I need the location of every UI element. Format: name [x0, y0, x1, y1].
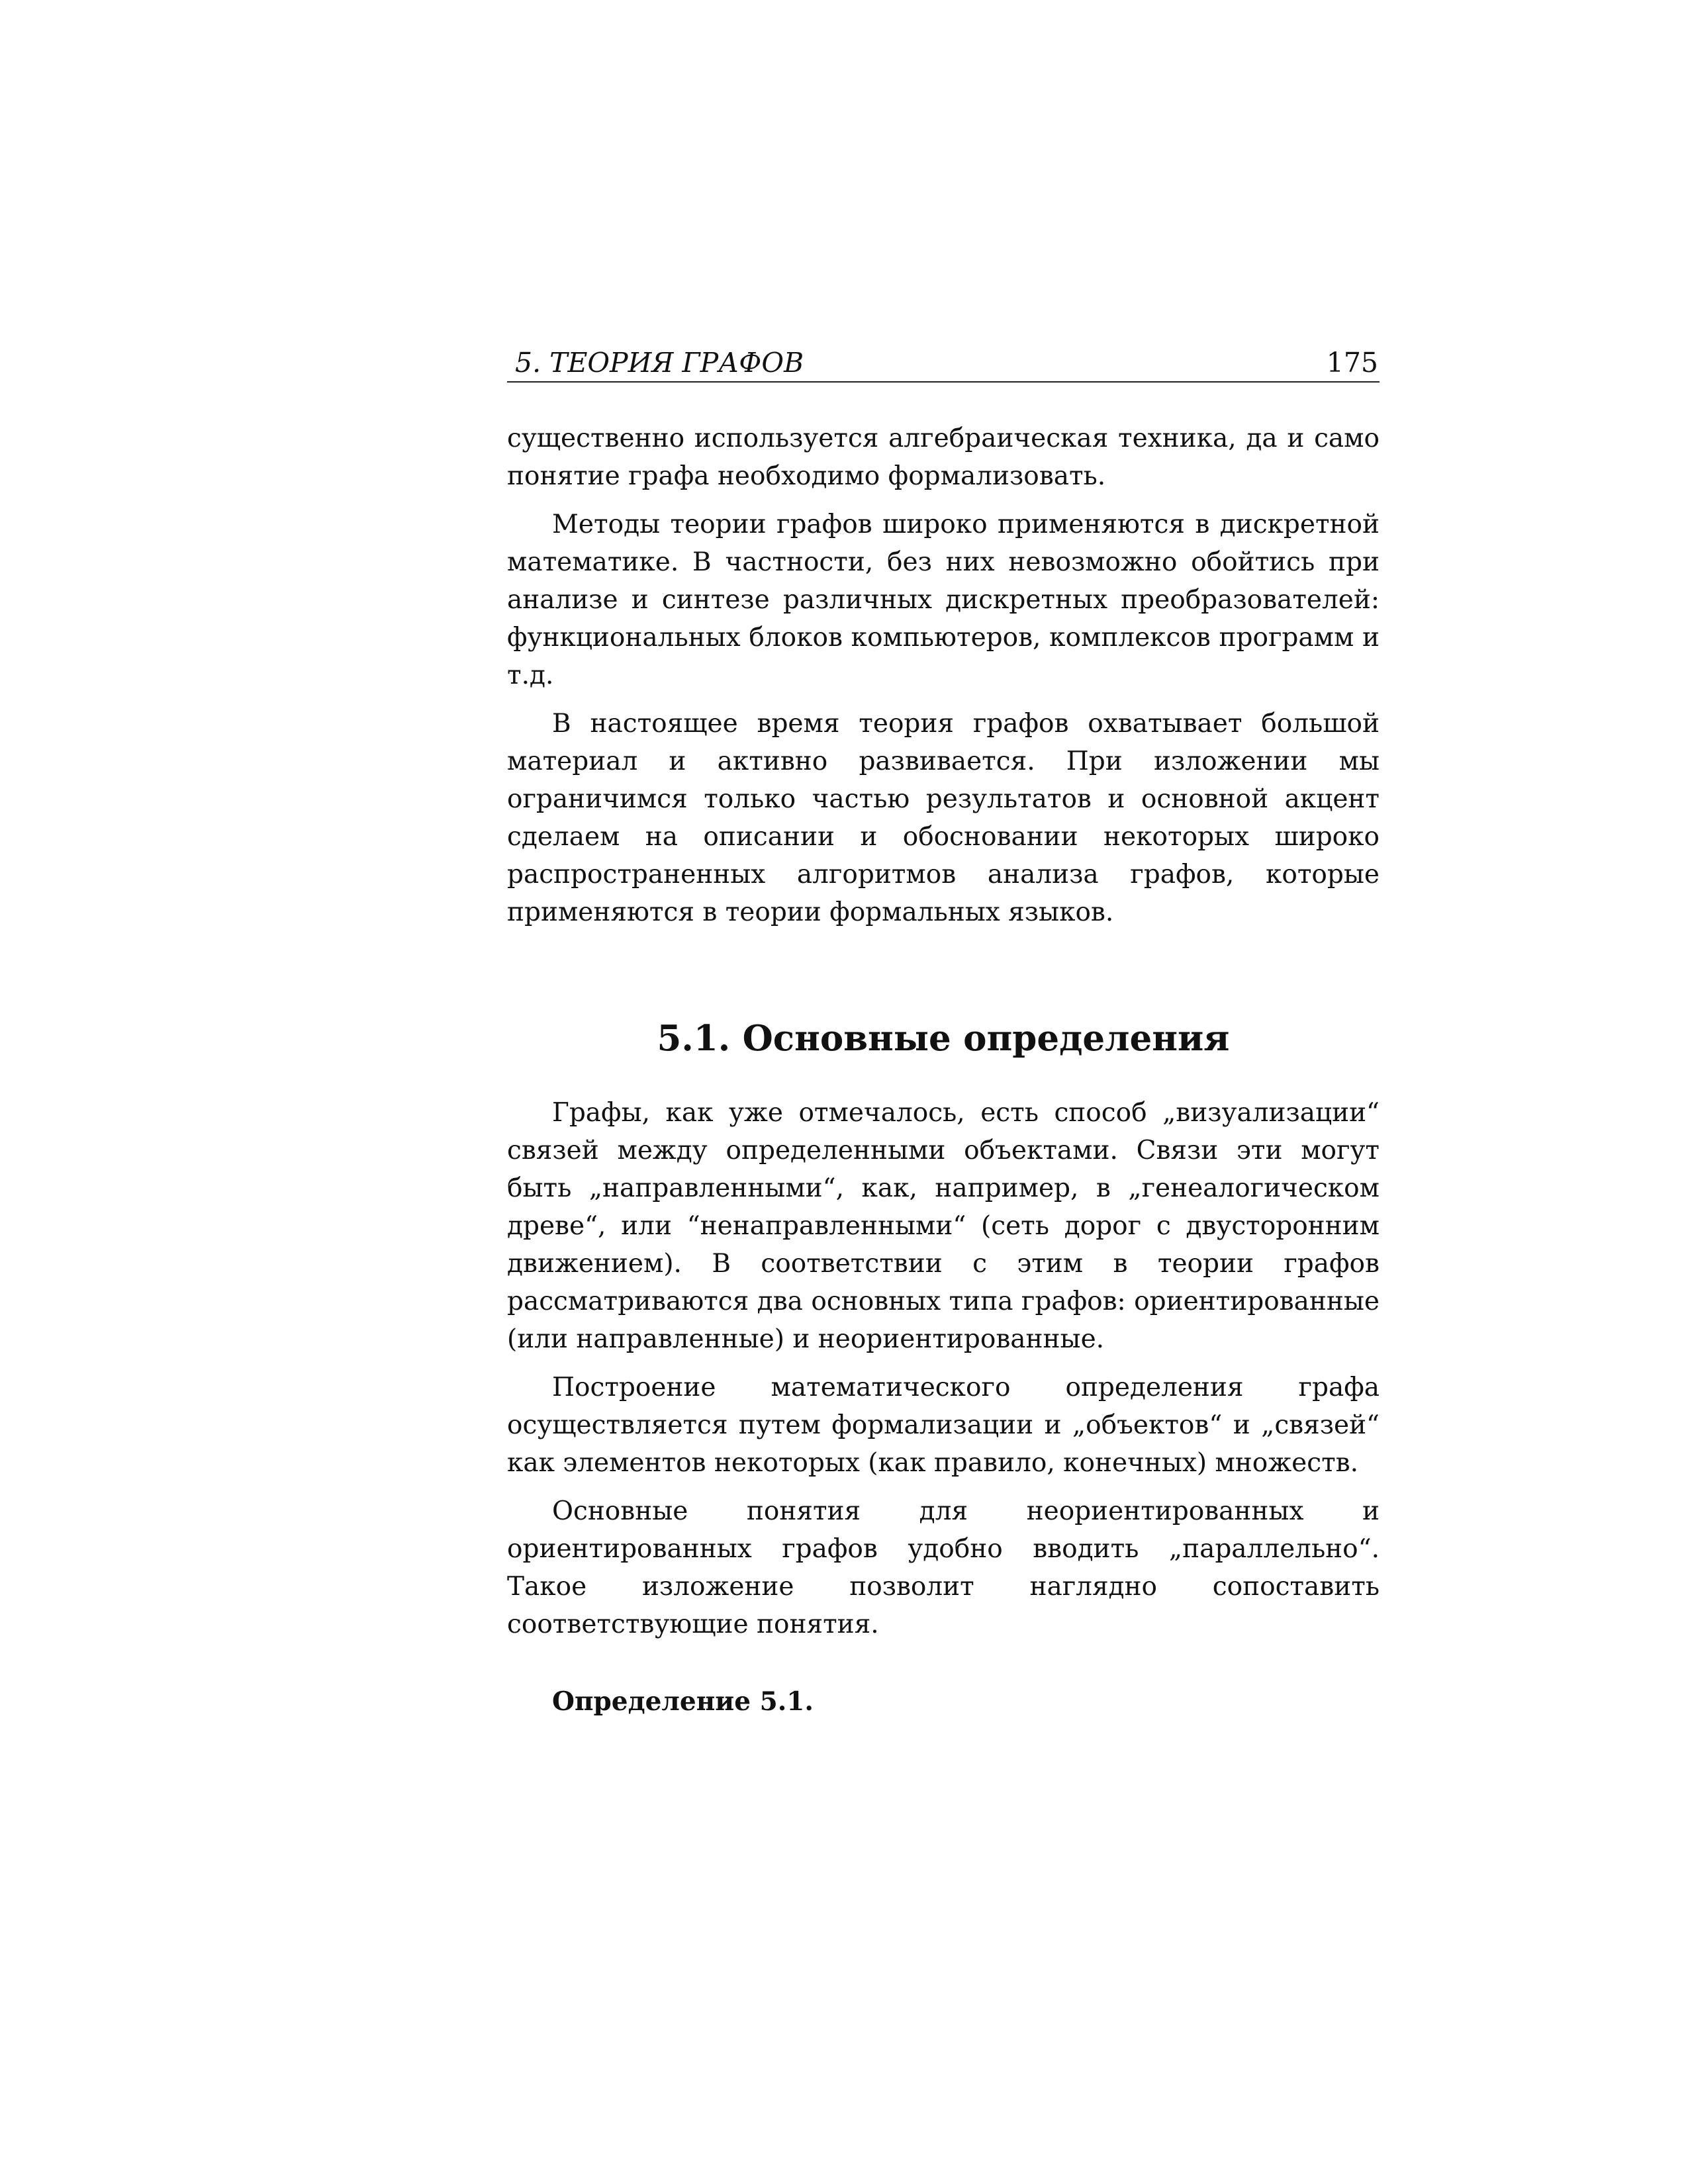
running-header: [507, 344, 1380, 383]
section-paragraph-concepts: Основные понятия для неориентированных и ориентированных графов удобно вводить „параллельно“. Такое изложение позволит наглядно сопоставить соответствующие понятия.: [507, 1496, 1380, 1639]
intro-paragraph-current-state: В настоящее время теория графов охватывает большой материал и активно развивается. При изложении мы ограничимся только частью результатов и основной акцент сделаем на описании и обосновании некоторых широко распространенных алгоритмов анализа графов, которые применяются в теории формальных языков.: [507, 709, 1380, 927]
definition-label: Определение 5.1.: [552, 1686, 814, 1717]
chapter-title: 5. ТЕОРИЯ ГРАФОВ: [515, 347, 804, 379]
book-page: [507, 344, 1380, 1721]
section-heading: 5.1. Основные определения: [657, 1018, 1230, 1059]
page-body: [507, 420, 1380, 1721]
intro-paragraph-continuation: существенно используется алгебраическая техника, да и само понятие графа необходимо формализовать.: [507, 424, 1380, 491]
section-paragraph-graphs: Графы, как уже отмечалось, есть способ „визуализации“ связей между определенными объектами. Связи эти могут быть „направленными“, как, например, в „генеалогическом древе“, или “ненаправленными“ (сеть дорог с двусторонним движением). В соответствии с этим в теории графов рассматриваются два основных типа графов: ориентированные (или направленные) и неориентированные.: [507, 1098, 1380, 1354]
intro-paragraph-methods: Методы теории графов широко применяются в дискретной математике. В частности, без них невозможно обойтись при анализе и синтезе различных дискретных преобразователей: функциональных блоков компьютеров, комплексов программ и т.д.: [507, 510, 1380, 690]
page-number: 175: [1326, 347, 1378, 379]
section-paragraph-construction: Построение математического определения графа осуществляется путем формализации и „объектов“ и „связей“ как элементов некоторых (как правило, конечных) множеств.: [507, 1373, 1380, 1478]
